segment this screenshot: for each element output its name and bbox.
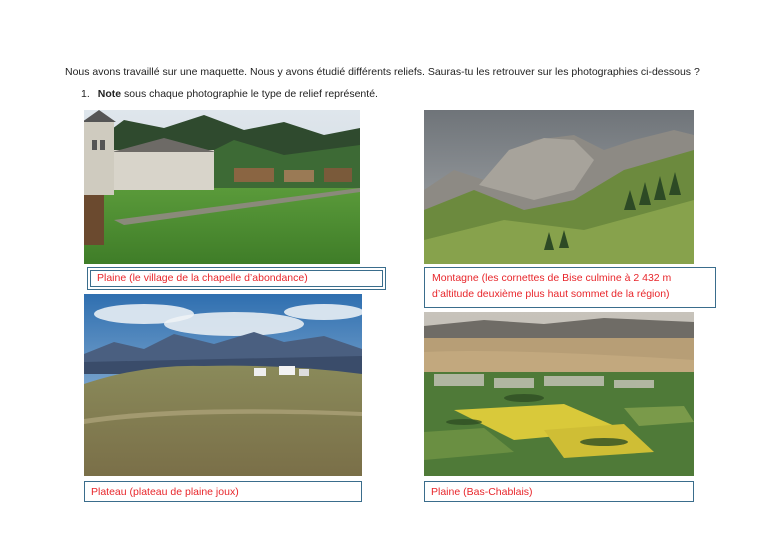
photo-plateau — [84, 294, 362, 476]
instruction-text: sous chaque photographie le type de relief représenté. — [121, 88, 378, 100]
instruction-item — [81, 88, 378, 100]
caption-photo-3: Plateau (plateau de plaine joux) — [84, 481, 362, 502]
photo-mountain — [424, 110, 694, 264]
instruction-bold: Note — [97, 88, 122, 100]
caption-photo-4: Plaine (Bas-Chablais) — [424, 481, 694, 502]
photo-village-chapel — [84, 110, 360, 264]
caption-photo-1: Plaine (le village de la chapelle d’abondance) — [90, 270, 383, 287]
photo-plain-bas-chablais — [424, 312, 694, 476]
caption-photo-2: Montagne (les cornettes de Bise culmine à 2 432 m d’altitude deuxième plus haut sommet de la région) — [424, 267, 716, 308]
intro-text: Nous avons travaillé sur une maquette. Nous y avons étudié différents reliefs. Sauras-tu les retrouver sur les photographies ci-dessous ? — [65, 66, 700, 78]
instruction-number: 1. — [81, 88, 90, 100]
